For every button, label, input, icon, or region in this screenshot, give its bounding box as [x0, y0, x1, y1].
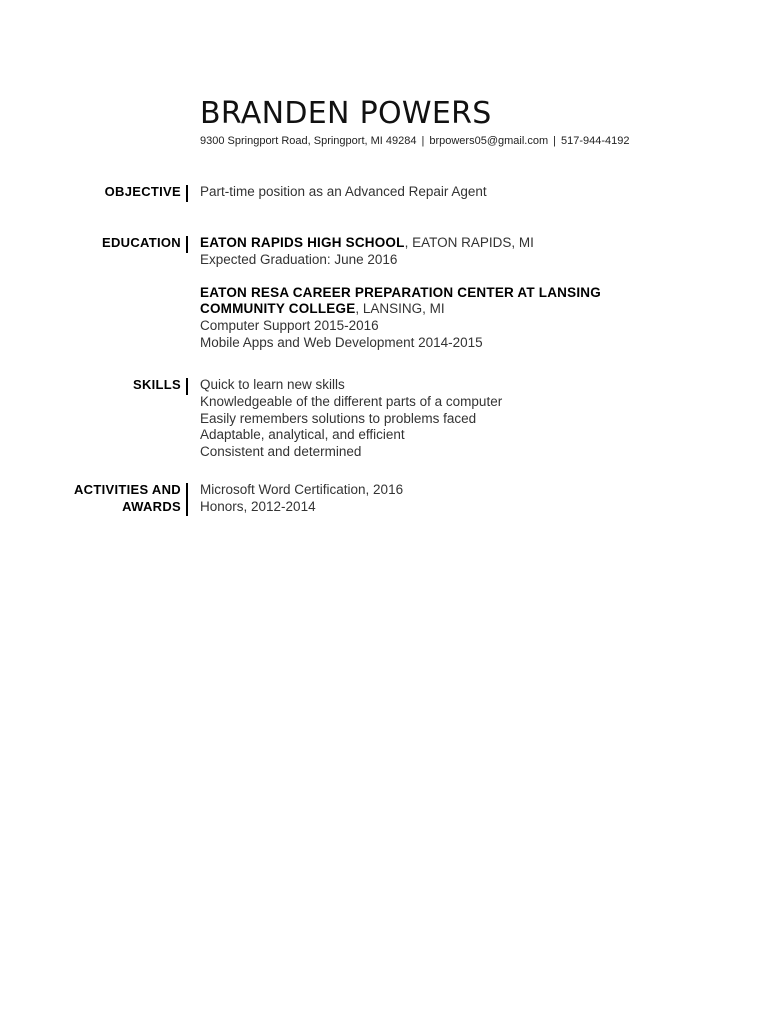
school-name: EATON RAPIDS HIGH SCHOOL — [200, 235, 405, 250]
section-label-skills: SKILLS — [132, 377, 181, 392]
school-detail: Expected Graduation: June 2016 — [200, 251, 398, 267]
section-divider — [186, 185, 188, 202]
list-item: Knowledgeable of the different parts of a computer — [200, 393, 503, 409]
list-item: Consistent and determined — [200, 444, 362, 460]
email: brpowers05@gmail.com — [429, 135, 549, 147]
school-detail: Mobile Apps and Web Development 2014-2015 — [200, 334, 483, 350]
list-item: Honors, 2012-2014 — [200, 498, 316, 514]
skills-list — [200, 377, 640, 461]
phone: 517-944-4192 — [560, 135, 630, 147]
section-divider — [186, 236, 188, 253]
section-label-education: EDUCATION — [101, 235, 181, 250]
school-location: , EATON RAPIDS, MI — [404, 235, 534, 250]
separator: | — [553, 135, 556, 147]
school-name: EATON RESA CAREER PREPARATION CENTER AT LANSING — [200, 284, 601, 300]
section-label-activities — [40, 482, 181, 515]
contact-line — [200, 135, 629, 147]
school-heading — [200, 301, 640, 318]
objective-text — [200, 184, 640, 201]
school-location: , LANSING, MI — [355, 301, 445, 317]
education-content — [200, 235, 640, 352]
list-item: Microsoft Word Certification, 2016 — [200, 482, 404, 497]
section-divider — [186, 378, 188, 395]
label-line: AWARDS — [122, 498, 181, 514]
school-detail: Computer Support 2015-2016 — [200, 318, 379, 334]
activities-list — [200, 482, 640, 516]
label-line: ACTIVITIES AND — [73, 482, 181, 497]
list-item: Quick to learn new skills — [200, 377, 345, 392]
section-label-objective: OBJECTIVE — [104, 184, 181, 199]
school-name: COMMUNITY COLLEGE — [200, 301, 356, 317]
objective-line: Part-time position as an Advanced Repair Agent — [200, 184, 487, 199]
address: 9300 Springport Road, Springport, MI 49284 — [200, 135, 417, 147]
separator: | — [421, 135, 425, 147]
list-item: Adaptable, analytical, and efficient — [200, 427, 405, 443]
list-item: Easily remembers solutions to problems faced — [200, 410, 477, 426]
candidate-name: BRANDEN POWERS — [200, 96, 492, 131]
section-divider — [186, 483, 188, 516]
school-heading — [200, 235, 640, 252]
